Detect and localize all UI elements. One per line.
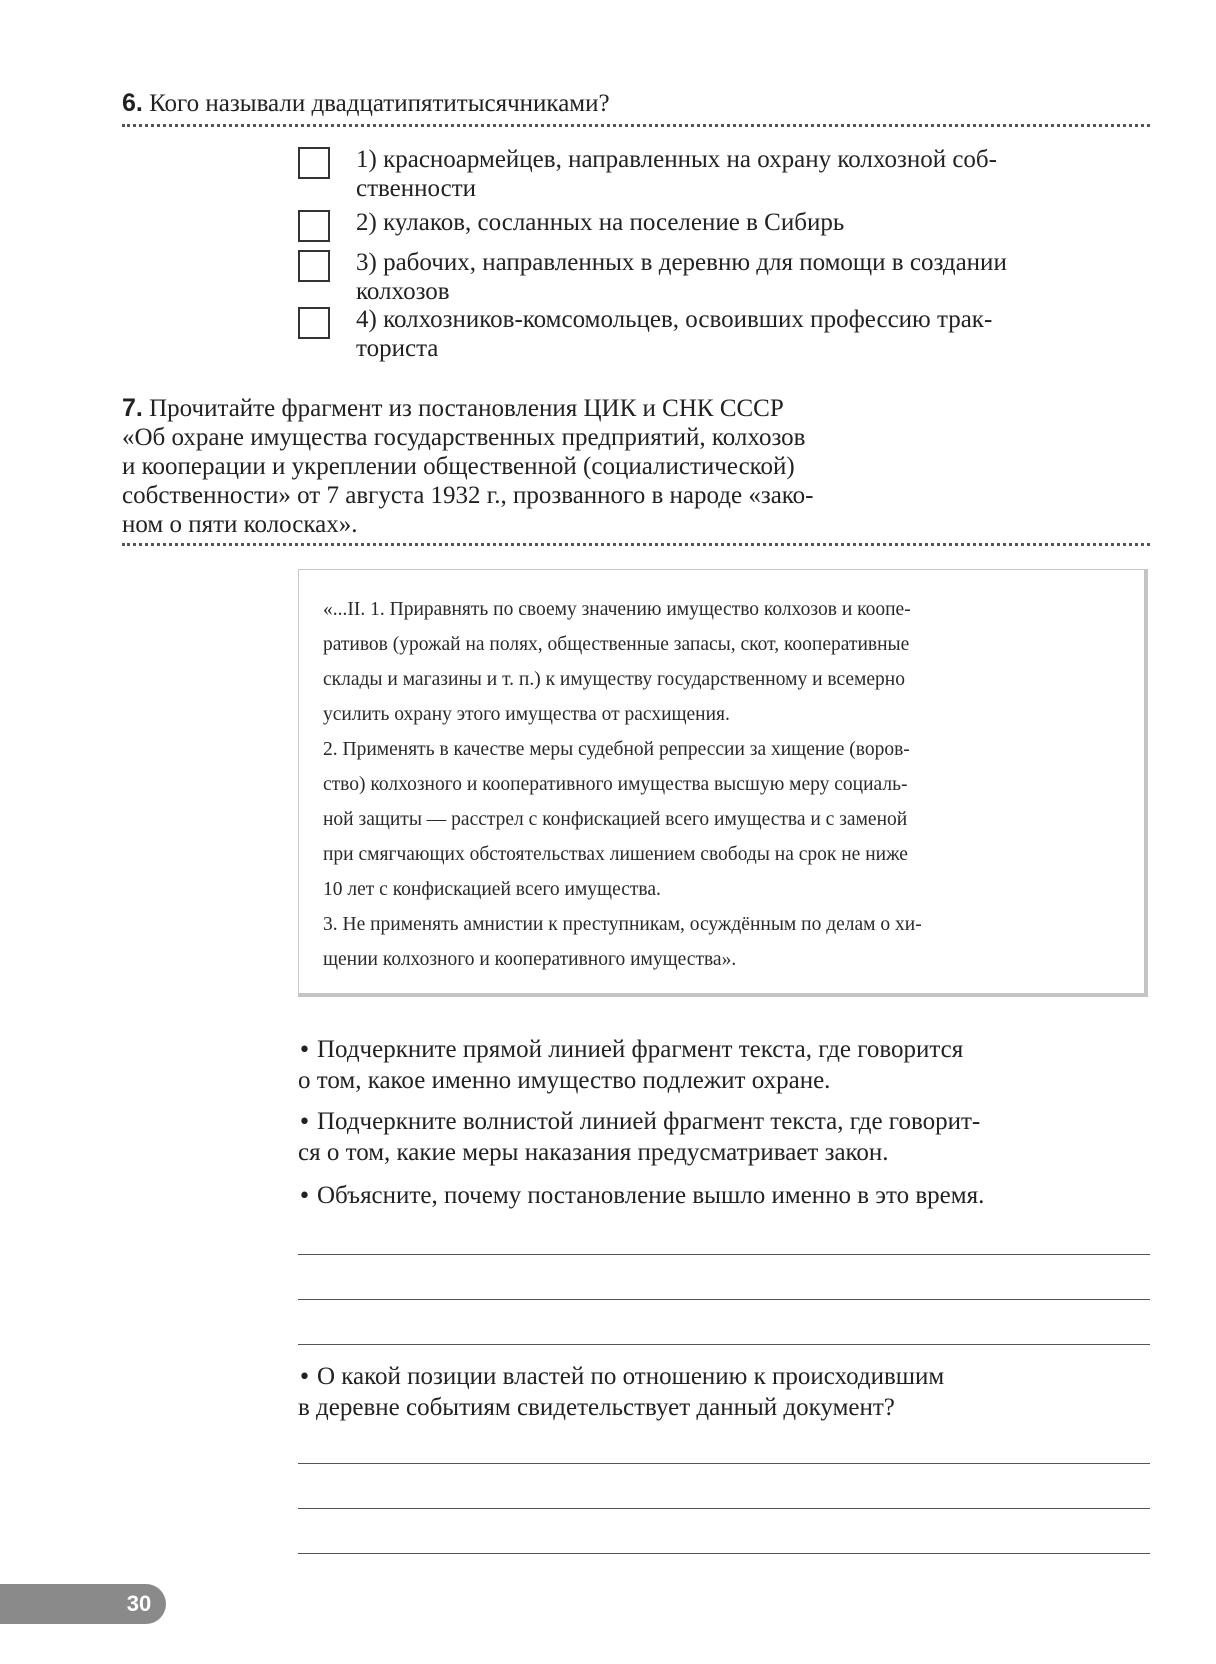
task-underline-straight: • Подчеркните прямой линией фрагмент текста, где говорится о том, какое именно имущество подлежит охране. xyxy=(298,1036,964,1094)
task-explain-timing: • Объясните, почему постановление вышло именно в это время. xyxy=(298,1182,985,1209)
answer-option-1 xyxy=(298,145,1150,203)
answer-checkbox-4[interactable] xyxy=(298,307,330,339)
answer-option-2-text: 2) кулаков, сосланных на поселение в Сибирь xyxy=(356,209,845,236)
question-7-title: 7. Прочитайте фрагмент из постановления ЦИК и СНК СССР «Об охране имущества государственных предприятий, колхозов и кооперации и укреплении общественной (социалистической) собственности» от 7 августа 1932 г., прозванного в народе «зако- ном о пяти колосках». xyxy=(122,394,814,538)
question-6-number: 6. xyxy=(122,89,143,117)
question-7-number: 7. xyxy=(122,394,143,422)
document-excerpt-text: «...II. 1. Приравнять по своему значению имущество колхозов и коопе- ративов (урожай на полях, общественные запасы, скот, кооперативные склады и магазины и т. п.) к имуществу государственному и всемерно усилить охрану этого имущества от расхищения. 2. Применять в качестве меры судебной репрессии за хищение (воров- ство) колхозного и кооперативного имущества высшую меру социаль- ной защиты — расстрел с конфискацией всего имущества и с заменой при смягчающих обстоятельствах лишением свободы на срок не ниже 10 лет с конфискацией всего имущества. 3. Не применять амнистии к преступникам, осуждённым по делам о хи- щении колхозного и кооперативного имущества». xyxy=(323,599,922,970)
task-underline-wavy: • Подчеркните волнистой линией фрагмент текста, где говорит- ся о том, какие меры наказания предусматривает закон. xyxy=(298,1108,981,1166)
bullet-icon: • xyxy=(298,1110,311,1135)
answer-checkbox-1[interactable] xyxy=(298,147,330,179)
answer-line-6[interactable] xyxy=(298,1553,1150,1554)
answer-option-4-text: 4) колхозников-комсомольцев, освоивших профессию трак- ториста xyxy=(356,306,993,362)
bullet-icon: • xyxy=(298,1038,311,1063)
question-6-dotted-rule xyxy=(122,124,1150,127)
answer-option-3 xyxy=(298,248,1150,306)
answer-option-3-text: 3) рабочих, направленных в деревню для помощи в создании колхозов xyxy=(356,249,1007,305)
answer-option-4 xyxy=(298,305,1150,363)
question-7-dotted-rule xyxy=(122,543,1150,546)
answer-checkbox-3[interactable] xyxy=(298,250,330,282)
answer-line-4[interactable] xyxy=(298,1463,1150,1464)
answer-option-1-text: 1) красноармейцев, направленных на охрану колхозной соб- ственности xyxy=(356,146,997,202)
page-number: 30 xyxy=(126,1591,152,1616)
bullet-icon: • xyxy=(298,1365,311,1390)
answer-line-2[interactable] xyxy=(298,1299,1150,1300)
answer-line-5[interactable] xyxy=(298,1508,1150,1509)
question-6-title xyxy=(122,89,610,118)
bullet-icon: • xyxy=(298,1184,311,1209)
document-excerpt-box xyxy=(298,569,1148,997)
answer-line-1[interactable] xyxy=(298,1254,1150,1255)
answer-option-2 xyxy=(298,208,1150,242)
task-authorities-position: • О какой позиции властей по отношению к происходившим в деревне событиям свидетельствует данный документ? xyxy=(298,1363,945,1421)
question-6-text: Кого называли двадцатипятитысячниками? xyxy=(149,90,610,117)
answer-line-3[interactable] xyxy=(298,1344,1150,1345)
answer-checkbox-2[interactable] xyxy=(298,210,330,242)
